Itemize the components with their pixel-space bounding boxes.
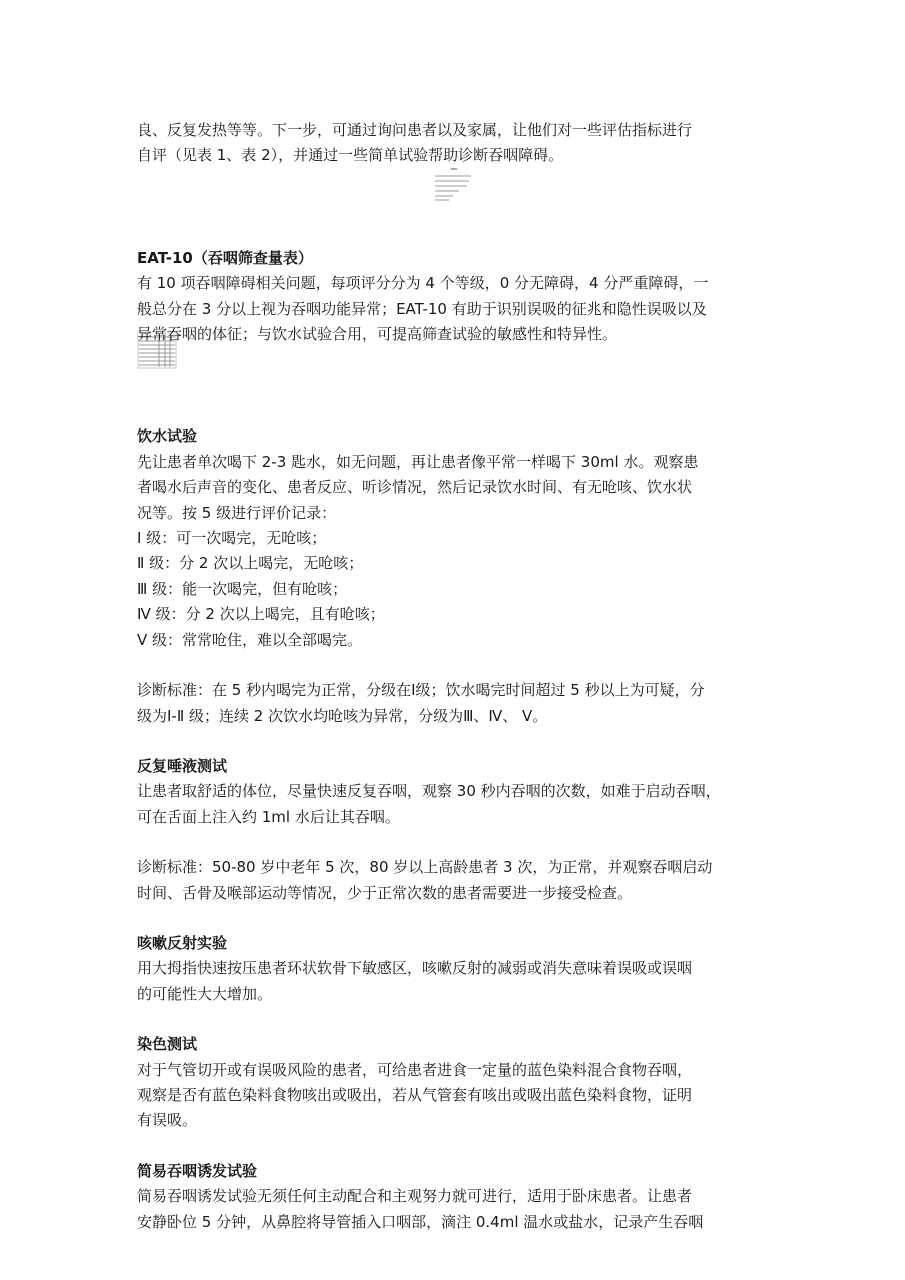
- eat10-line-1: 有 10 项吞咽障碍相关问题，每项评分分为 4 个等级，0 分无障碍，4 分严重障碍，一: [137, 274, 709, 293]
- water-criteria-line-1: 诊断标准：在 5 秒内喝完为正常，分级在Ⅰ级；饮水喝完时间超过 5 秒以上为可疑，分: [137, 681, 705, 700]
- spacer: [137, 653, 777, 678]
- cough-line-2: 的可能性大大增加。: [137, 984, 273, 1003]
- water-test-heading: 饮水试验: [137, 427, 198, 446]
- saliva-line-1: 让患者取舒适的体位，尽量快速反复吞咽，观察 30 秒内吞咽的次数，如难于启动吞咽，: [137, 782, 721, 801]
- spacer: [137, 906, 777, 931]
- dye-test-heading: 染色测试: [137, 1035, 198, 1054]
- spacer: [137, 1007, 777, 1032]
- water-grade-2: Ⅱ 级：分 2 次以上喝完，无呛咳；: [137, 554, 364, 573]
- saliva-line-2: 可在舌面上注入约 1ml 水后让其吞咽。: [137, 807, 400, 826]
- water-line-1: 先让患者单次喝下 2-3 匙水，如无问题，再让患者像平常一样喝下 30ml 水。观察患: [137, 452, 699, 471]
- simple-line-1: 简易吞咽诱发试验无须任何主动配合和主观努力就可进行，适用于卧床患者。让患者: [137, 1187, 693, 1206]
- water-criteria-line-2: 级为Ⅰ-Ⅱ 级；连续 2 次饮水均呛咳为异常，分级为Ⅲ、Ⅳ、 Ⅴ。: [137, 706, 548, 725]
- water-line-3: 况等。按 5 级进行评价记录：: [137, 503, 337, 522]
- water-grade-4: Ⅳ 级：分 2 次以上喝完，且有呛咳；: [137, 605, 385, 624]
- spacer: [137, 1134, 777, 1159]
- eat10-line-3: 异常吞咽的体征；与饮水试验合用，可提高筛查试验的敏感性和特异性。: [137, 325, 618, 344]
- saliva-criteria-line-2: 时间、舌骨及喉部运动等情况，少于正常次数的患者需要进一步接受检查。: [137, 883, 633, 902]
- cough-test-heading: 咳嗽反射实验: [137, 933, 228, 952]
- spacer: [137, 729, 777, 754]
- water-grade-5: Ⅴ 级：常常呛住，难以全部喝完。: [137, 630, 363, 649]
- water-grade-3: Ⅲ 级：能一次喝完，但有呛咳；: [137, 579, 348, 598]
- eat10-line-2: 般总分在 3 分以上视为吞咽功能异常；EAT-10 有助于识别误吸的征兆和隐性误吸以及: [137, 299, 707, 318]
- intro-line-1: 良、反复发热等等。下一步，可通过询问患者以及家属，让他们对一些评估指标进行: [137, 121, 693, 139]
- dye-line-1: 对于气管切开或有误吸风险的患者，可给患者进食一定量的蓝色染料混合食物吞咽，: [137, 1060, 693, 1079]
- dye-line-2: 观察是否有蓝色染料食物咳出或吸出，若从气管套有咳出或吸出蓝色染料食物，证明: [137, 1085, 693, 1104]
- spacer: [137, 830, 777, 855]
- saliva-criteria-line-1: 诊断标准：50-80 岁中老年 5 次，80 岁以上高龄患者 3 次，为正常，并观察吞咽启动: [137, 858, 713, 877]
- intro-line-2: 自评（见表 1、表 2），并通过一些简单试验帮助诊断吞咽障碍。: [137, 146, 564, 165]
- dye-line-3: 有误吸。: [137, 1111, 198, 1130]
- table-2-space: [137, 347, 777, 424]
- eat10-heading: EAT-10（吞咽筛查量表）: [137, 248, 313, 267]
- water-line-2: 者喝水后声音的变化、患者反应、听诊情况，然后记录饮水时间、有无呛咳、饮水状: [137, 478, 693, 497]
- simple-line-2: 安静卧位 5 分钟，从鼻腔将导管插入口咽部，滴注 0.4ml 温水或盐水，记录产生吞咽: [137, 1212, 704, 1231]
- document-body: [137, 118, 777, 1235]
- table-1-space: [137, 169, 777, 246]
- water-grade-1: Ⅰ 级：可一次喝完，无呛咳；: [137, 529, 327, 548]
- saliva-test-heading: 反复唾液测试: [137, 756, 228, 775]
- simple-test-heading: 简易吞咽诱发试验: [137, 1161, 258, 1180]
- cough-line-1: 用大拇指快速按压患者环状软骨下敏感区，咳嗽反射的减弱或消失意味着误吸或误咽: [137, 959, 693, 978]
